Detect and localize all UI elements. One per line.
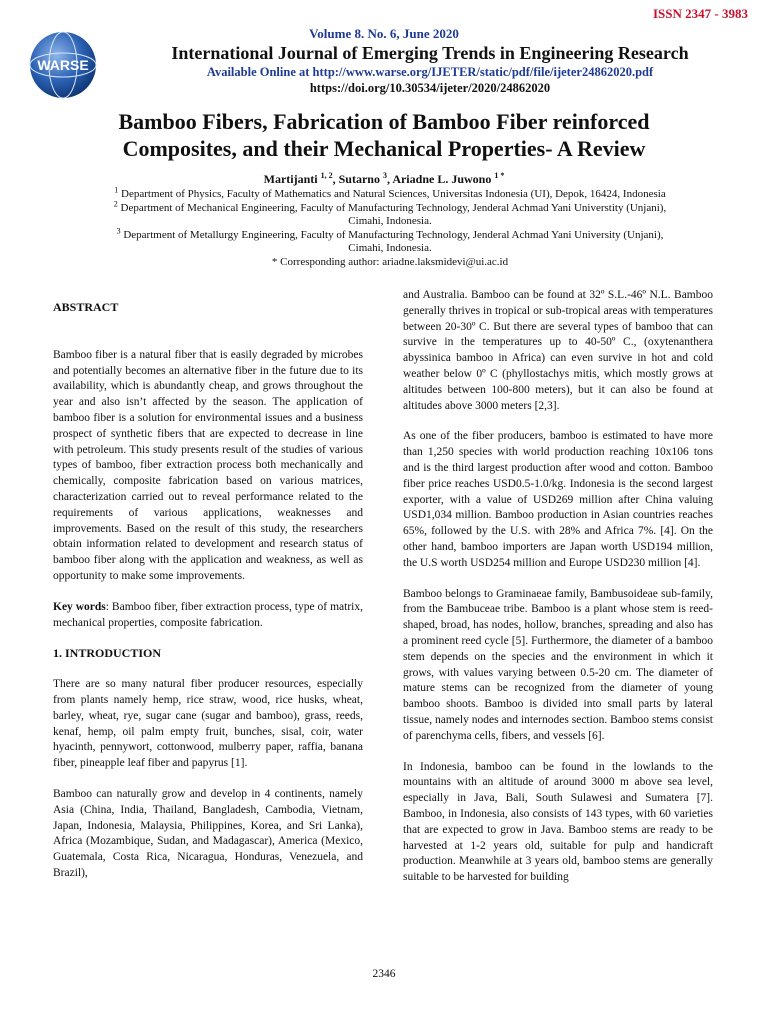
doi-link[interactable]: https://doi.org/10.30534/ijeter/2020/24862020 <box>309 81 551 95</box>
author-affiliation-mark: 1 * <box>494 171 505 180</box>
logo-text: WARSE <box>37 57 89 73</box>
author-name: Ariadne L. Juwono <box>392 172 492 186</box>
issn-label: ISSN 2347 - 3983 <box>653 6 748 21</box>
abstract-text: Bamboo fiber is a natural fiber that is easily degraded by microbes and potentially becomes an alternative fiber in the future due to its availability, which is abundantly cheap, and grows throughout the year and also isn’t affected by the season. The application of bamboo fiber is a solution for environmental issues and a business prospect of synthetic fibers that are expected to decrease in line with petroleum. This study presents result of the studies of various types of bamboo, fiber extraction process both mechanically and chemically, composite fabrication based on various matrices, characterization carried out to reveal performance related to the requirements of various applications, weaknesses and improvements. Based on the result of this study, the researchers obtain information related to development and research status of bamboo fiber along with the application and weakness, as well as opportunity to make some improvements. <box>53 348 363 582</box>
affiliation-text: Department of Metallurgy Engineering, Faculty of Manufacturing Technology, Jenderal Achmad Yani University (Unjani), <box>123 228 664 241</box>
affiliation-1 <box>60 185 720 202</box>
paragraph: In Indonesia, bamboo can be found in the lowlands to the mountains with an altitude of around 3000 m above sea level, especially in Java, Bali, South Sulawesi and Sumatera [7]. Bamboo, in Indonesia, also consists of 143 types, with 60 varieties that are expected to grow in Java. Bamboo stems are ready to be harvested at 1-2 years old, suitable for pulp and handicraft production. Meanwhile at 3 years old, bamboo stems are generally suitable to be harvested for building <box>403 760 713 884</box>
volume-info: Volume 8. No. 6, June 2020 <box>309 26 459 41</box>
paragraph: Bamboo belongs to Graminaeae family, Bambusoideae sub-family, from the Bambuceae tribe. Bamboo is a plant whose stem is reed-shaped, broad, has nodes, hollow, branches, spreading and also has a prominent reed cycle [5]. Furthermore, the diameter of a bamboo stem depends on the species and the environment in which it grows, with values varying between 0.5-20 cm. The diameter of mature stems can be recognized from the diameter of young bamboo shoots. Bamboo is divided into small parts by lateral tissue, namely nodes and internodes section. Bamboo stems consist of parenchyma cells, fibers, and vessels [6]. <box>403 587 713 742</box>
paragraph: Bamboo can naturally grow and develop in 4 continents, namely Asia (China, India, Thailand, Bangladesh, Cambodia, Vietnam, Japan, Indonesia, Malaysia, Philippines, Korea, and Sri Lanka), Africa (Mozambique, Sudan, and Madagascar), America (Mexico, Guatemala, Costa Rica, Nicaragua, Honduras, Venezuela, and Brazil), <box>53 787 363 879</box>
affiliation-number: 2 <box>113 198 118 208</box>
corresponding-author: * Corresponding author: ariadne.laksmidevi@ui.ac.id <box>271 255 509 268</box>
author-affiliation-mark: 3 <box>382 171 387 180</box>
paper-title <box>40 108 728 162</box>
affiliation-number: 3 <box>116 225 121 235</box>
paragraph: As one of the fiber producers, bamboo is estimated to have more than 1,250 species with world production reaching 10x106 tons and is the third largest production after wood and cotton. Bamboo fiber price reaches USD0.5-1.0/kg. Indonesia is the second largest exporter, with a value of USD269 million after China valuing USD1,034 million. Bamboo production in Asian countries reaches 65%, followed by the U.S. with 28% and Africa 7%. [4]. On the other hand, bamboo importers are Japan worth USD194 million, the U.S worth USD254 million and Europe USD230 million [4]. <box>403 430 713 569</box>
affiliation-3 <box>60 225 720 256</box>
keywords <box>53 600 363 632</box>
affiliations <box>60 185 720 269</box>
right-column <box>403 288 713 901</box>
keywords-label: Key words <box>53 600 106 613</box>
affiliation-text: Cimahi, Indonesia. <box>348 215 432 227</box>
affiliation-2 <box>60 198 720 229</box>
title-line-2: Composites, and their Mechanical Properties- A Review <box>122 136 646 161</box>
author-affiliation-mark: 1, 2 <box>320 171 333 180</box>
abstract-heading: ABSTRACT <box>53 300 119 314</box>
affiliation-number: 1 <box>114 185 119 195</box>
paragraph: There are so many natural fiber producer resources, especially from plants namely hemp, rice straw, wood, rice husks, wheat, barley, wheat, rye, sugar cane (sugar and bamboo), grass, reeds, kenaf, hemp, oil palm empty fruit, bunches, sisal, coir, water hyacinth, pennywort, cottonwood, mulberry paper, raffia, banana fiber, pineapple leaf fiber and papyrus [1]. <box>53 678 363 770</box>
author-name: Martijanti <box>263 172 318 186</box>
journal-name: International Journal of Emerging Trends in Engineering Research <box>171 43 689 63</box>
page-number: 2346 <box>372 968 396 980</box>
keywords-text: : Bamboo fiber, fiber extraction process, type of matrix, mechanical properties, composite fabrication. <box>53 600 363 629</box>
title-line-1: Bamboo Fibers, Fabrication of Bamboo Fiber reinforced <box>118 109 650 134</box>
author-name: Sutarno <box>338 172 380 186</box>
affiliation-text: Cimahi, Indonesia. <box>348 242 432 254</box>
left-column <box>53 300 363 897</box>
available-online-link[interactable]: Available Online at http://www.warse.org/IJETER/static/pdf/file/ijeter24862020.pdf <box>206 65 654 79</box>
affiliation-text: Department of Physics, Faculty of Mathematics and Natural Sciences, Universitas Indonesia (UI), Depok, 16424, Indonesia <box>121 188 666 200</box>
introduction-heading: 1. INTRODUCTION <box>53 646 162 661</box>
author-list: Martijanti $^{1, 2}$, Sutarno $^3$, Ariadne L. Juwono $^{1 *}$ <box>263 171 505 186</box>
paragraph: and Australia. Bamboo can be found at 32º S.L.-46º N.L. Bamboo generally thrives in tropical or sub-tropical areas with temperatures between 20-30º C. But there are several types of bamboo that can survive in the temperatures up to 40-50º C., (oxytenanthera abyssinica bamboo in Africa) can even survive in hot and cold weather below 0º C (phyllostachys mitis, which mostly grows at altitudes between 100-800 meters), but it can also be found at altitudes above 3000 meters [2,3]. <box>403 289 713 412</box>
affiliation-text: Department of Mechanical Engineering, Faculty of Manufacturing Technology, Jenderal Achmad Yani Universtity (Unjani), <box>120 201 667 214</box>
